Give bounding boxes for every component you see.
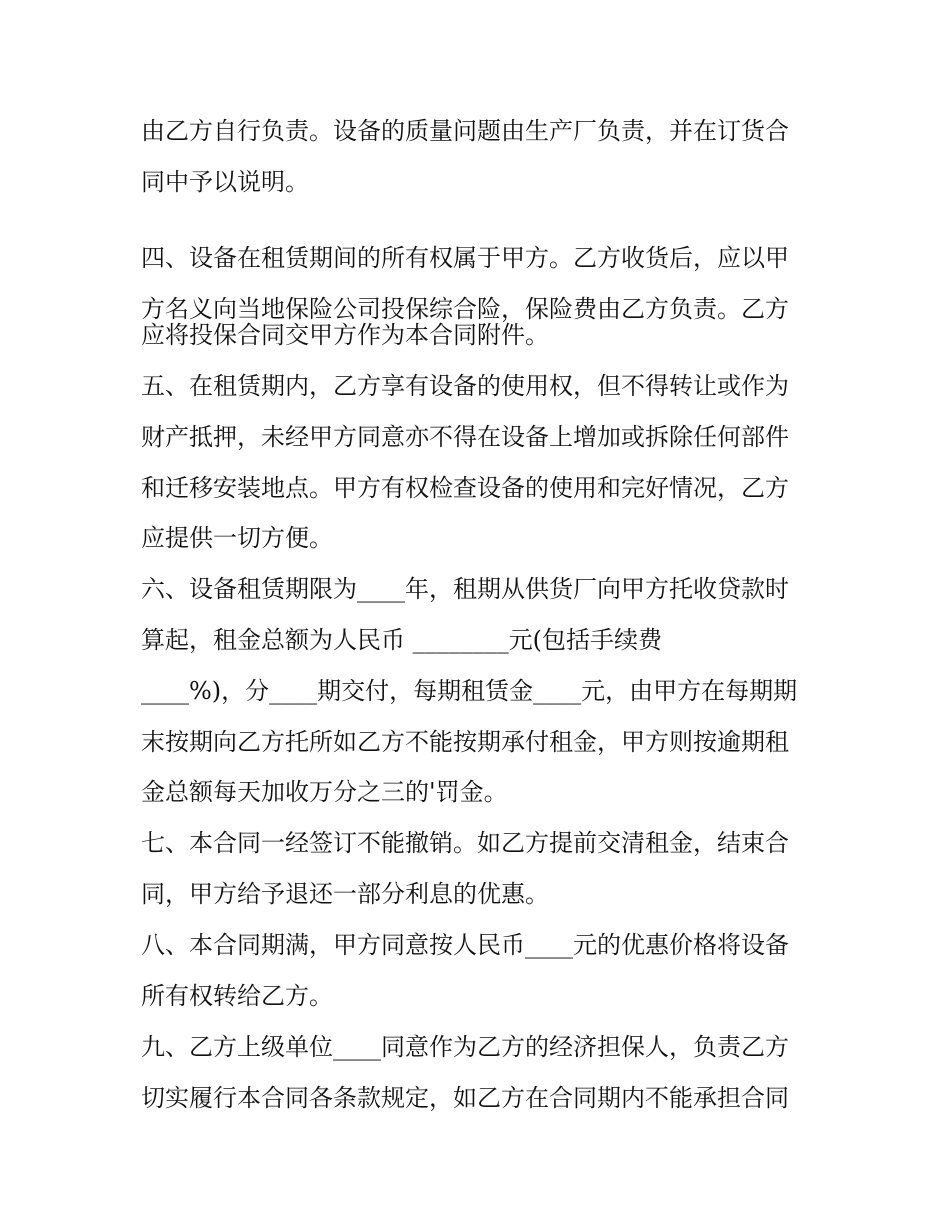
text-line: 应提供一切方便。	[141, 524, 333, 552]
text-line: 六、设备租赁期限为____年，租期从供货厂向甲方托收贷款时	[141, 575, 789, 603]
text-line: 切实履行本合同各条款规定，如乙方在合同期内不能承担合同	[141, 1084, 789, 1112]
text-line: 算起，租金总额为人民币 ________元(包括手续费	[141, 626, 662, 654]
text-line: 同中予以说明。	[141, 168, 309, 196]
text-line: 财产抵押，未经甲方同意亦不得在设备上增加或拆除任何部件	[141, 423, 789, 451]
text-line: 金总额每天加收万分之三的'罚金。	[141, 778, 508, 806]
text-line: 末按期向乙方托所如乙方不能按期承付租金，甲方则按逾期租	[141, 728, 789, 756]
text-line: 同，甲方给予退还一部分利息的优惠。	[141, 880, 549, 908]
text-line: 九、乙方上级单位____同意作为乙方的经济担保人，负责乙方	[141, 1033, 789, 1061]
text-line: 五、在租赁期内，乙方享有设备的使用权，但不得转让或作为	[141, 372, 789, 400]
text-line: 八、本合同期满，甲方同意按人民币____元的优惠价格将设备	[141, 931, 789, 959]
text-line: 四、设备在租赁期间的所有权属于甲方。乙方收货后，应以甲	[141, 244, 789, 272]
text-line: 应将投保合同交甲方作为本合同附件。	[141, 321, 549, 349]
text-line: 所有权转给乙方。	[141, 982, 333, 1010]
text-line: 方名义向当地保险公司投保综合险，保险费由乙方负责。乙方	[141, 295, 789, 323]
text-line: 由乙方自行负责。设备的质量问题由生产厂负责，并在订货合	[141, 117, 789, 145]
text-line: 七、本合同一经签订不能撤销。如乙方提前交清租金，结束合	[141, 829, 789, 857]
text-line: ____%)，分____期交付，每期租赁金____元，由甲方在每期期	[141, 677, 798, 705]
text-line: 和迁移安装地点。甲方有权检查设备的使用和完好情况，乙方	[141, 474, 789, 502]
